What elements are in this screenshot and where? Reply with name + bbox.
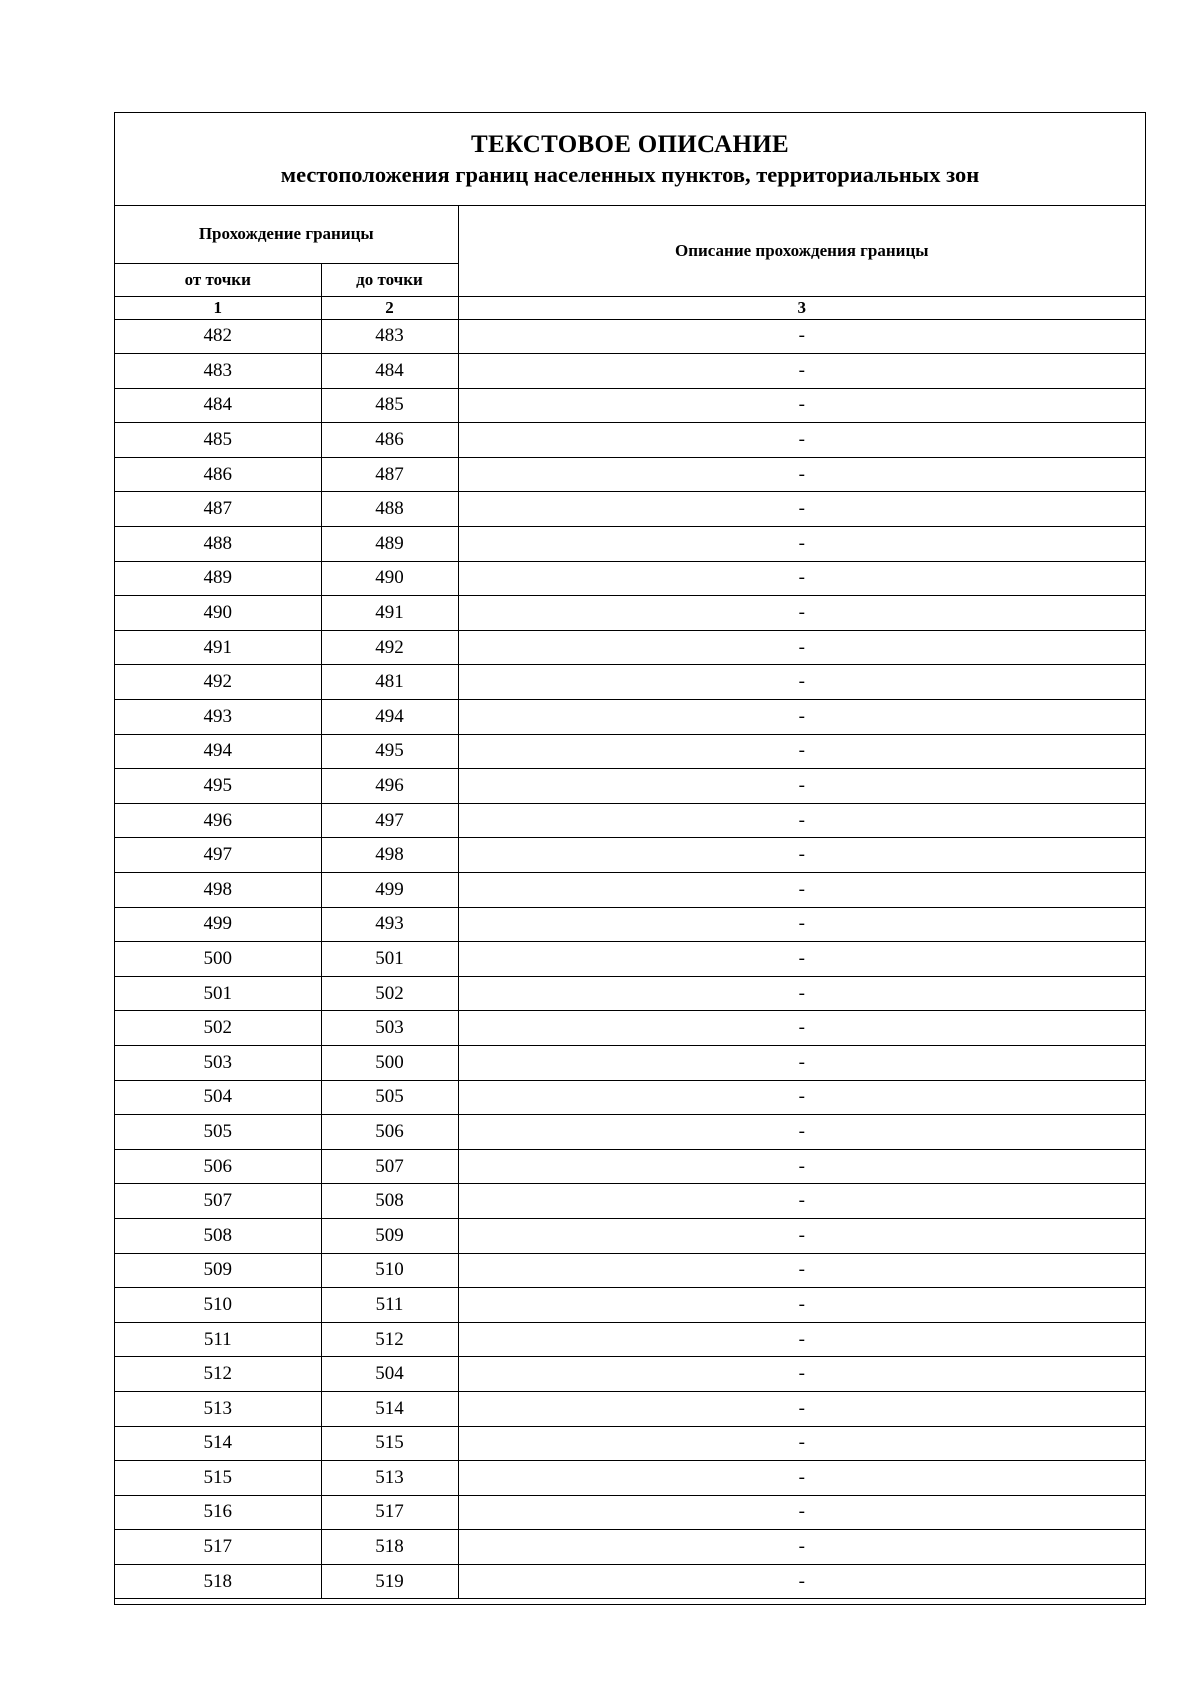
cell-from: 515 bbox=[115, 1461, 321, 1496]
header-col-number-3: 3 bbox=[458, 296, 1145, 319]
cell-from: 508 bbox=[115, 1218, 321, 1253]
cell-description: - bbox=[458, 1218, 1145, 1253]
cell-description: - bbox=[458, 354, 1145, 389]
boundary-table bbox=[115, 206, 1145, 1599]
cell-description: - bbox=[458, 388, 1145, 423]
cell-from: 500 bbox=[115, 942, 321, 977]
document-title: ТЕКСТОВОЕ ОПИСАНИЕ bbox=[471, 131, 789, 158]
cell-to: 488 bbox=[321, 492, 458, 527]
cell-to: 510 bbox=[321, 1253, 458, 1288]
table-row bbox=[115, 942, 1145, 977]
cell-to: 503 bbox=[321, 1011, 458, 1046]
cell-from: 484 bbox=[115, 388, 321, 423]
table-row bbox=[115, 1530, 1145, 1565]
table-row bbox=[115, 1080, 1145, 1115]
cell-description: - bbox=[458, 1288, 1145, 1323]
cell-to: 502 bbox=[321, 976, 458, 1011]
cell-description: - bbox=[458, 1495, 1145, 1530]
header-description: Описание прохождения границы bbox=[458, 206, 1145, 296]
cell-from: 501 bbox=[115, 976, 321, 1011]
cell-description: - bbox=[458, 1391, 1145, 1426]
table-row bbox=[115, 596, 1145, 631]
cell-from: 512 bbox=[115, 1357, 321, 1392]
cell-from: 506 bbox=[115, 1149, 321, 1184]
table-row bbox=[115, 1391, 1145, 1426]
cell-to: 514 bbox=[321, 1391, 458, 1426]
cell-to: 496 bbox=[321, 769, 458, 804]
table-row bbox=[115, 630, 1145, 665]
cell-description: - bbox=[458, 734, 1145, 769]
cell-from: 499 bbox=[115, 907, 321, 942]
title-block bbox=[115, 113, 1145, 206]
cell-to: 508 bbox=[321, 1184, 458, 1219]
cell-description: - bbox=[458, 976, 1145, 1011]
cell-from: 498 bbox=[115, 873, 321, 908]
header-passage: Прохождение границы bbox=[115, 206, 458, 263]
cell-from: 505 bbox=[115, 1115, 321, 1150]
cell-to: 486 bbox=[321, 423, 458, 458]
table-row bbox=[115, 1495, 1145, 1530]
cell-from: 517 bbox=[115, 1530, 321, 1565]
table-row bbox=[115, 354, 1145, 389]
cell-description: - bbox=[458, 596, 1145, 631]
table-row bbox=[115, 1322, 1145, 1357]
cell-description: - bbox=[458, 1115, 1145, 1150]
table-row bbox=[115, 527, 1145, 562]
header-to: до точки bbox=[321, 263, 458, 296]
cell-to: 515 bbox=[321, 1426, 458, 1461]
cell-to: 498 bbox=[321, 838, 458, 873]
cell-to: 491 bbox=[321, 596, 458, 631]
table-row bbox=[115, 319, 1145, 354]
table-row bbox=[115, 700, 1145, 735]
table-row bbox=[115, 457, 1145, 492]
cell-from: 504 bbox=[115, 1080, 321, 1115]
table-row bbox=[115, 803, 1145, 838]
cell-to: 518 bbox=[321, 1530, 458, 1565]
cell-description: - bbox=[458, 803, 1145, 838]
cell-to: 505 bbox=[321, 1080, 458, 1115]
cell-from: 482 bbox=[115, 319, 321, 354]
table-body bbox=[115, 319, 1145, 1599]
cell-description: - bbox=[458, 838, 1145, 873]
cell-description: - bbox=[458, 1149, 1145, 1184]
cell-from: 496 bbox=[115, 803, 321, 838]
cell-description: - bbox=[458, 1080, 1145, 1115]
cell-to: 497 bbox=[321, 803, 458, 838]
table-row bbox=[115, 734, 1145, 769]
cell-to: 519 bbox=[321, 1564, 458, 1599]
cell-to: 485 bbox=[321, 388, 458, 423]
cell-description: - bbox=[458, 1184, 1145, 1219]
cell-description: - bbox=[458, 423, 1145, 458]
cell-from: 494 bbox=[115, 734, 321, 769]
cell-description: - bbox=[458, 700, 1145, 735]
cell-description: - bbox=[458, 457, 1145, 492]
cell-description: - bbox=[458, 1426, 1145, 1461]
table-row bbox=[115, 492, 1145, 527]
cell-from: 491 bbox=[115, 630, 321, 665]
cell-from: 509 bbox=[115, 1253, 321, 1288]
cell-to: 507 bbox=[321, 1149, 458, 1184]
cell-to: 492 bbox=[321, 630, 458, 665]
table-row bbox=[115, 1426, 1145, 1461]
cell-to: 483 bbox=[321, 319, 458, 354]
cell-description: - bbox=[458, 492, 1145, 527]
cell-from: 492 bbox=[115, 665, 321, 700]
table-row bbox=[115, 1461, 1145, 1496]
cell-to: 489 bbox=[321, 527, 458, 562]
cell-from: 490 bbox=[115, 596, 321, 631]
cell-description: - bbox=[458, 1253, 1145, 1288]
document-subtitle: местоположения границ населенных пунктов, территориальных зон bbox=[280, 162, 980, 187]
cell-description: - bbox=[458, 561, 1145, 596]
table-row bbox=[115, 388, 1145, 423]
cell-to: 504 bbox=[321, 1357, 458, 1392]
cell-from: 513 bbox=[115, 1391, 321, 1426]
cell-from: 503 bbox=[115, 1045, 321, 1080]
header-col-number-1: 1 bbox=[115, 296, 321, 319]
cell-description: - bbox=[458, 873, 1145, 908]
cell-from: 483 bbox=[115, 354, 321, 389]
table-row bbox=[115, 1288, 1145, 1323]
header-from: от точки bbox=[115, 263, 321, 296]
cell-description: - bbox=[458, 907, 1145, 942]
cell-to: 490 bbox=[321, 561, 458, 596]
table-row bbox=[115, 1011, 1145, 1046]
cell-from: 495 bbox=[115, 769, 321, 804]
header-col-number-2: 2 bbox=[321, 296, 458, 319]
cell-from: 511 bbox=[115, 1322, 321, 1357]
table-row bbox=[115, 423, 1145, 458]
cell-description: - bbox=[458, 1357, 1145, 1392]
cell-from: 487 bbox=[115, 492, 321, 527]
cell-to: 513 bbox=[321, 1461, 458, 1496]
cell-to: 501 bbox=[321, 942, 458, 977]
table-row bbox=[115, 873, 1145, 908]
document-sheet bbox=[114, 112, 1146, 1605]
cell-description: - bbox=[458, 319, 1145, 354]
table-row bbox=[115, 665, 1145, 700]
bottom-strip bbox=[115, 1599, 1145, 1604]
cell-to: 511 bbox=[321, 1288, 458, 1323]
table-row bbox=[115, 1253, 1145, 1288]
cell-from: 493 bbox=[115, 700, 321, 735]
table-row bbox=[115, 838, 1145, 873]
cell-from: 502 bbox=[115, 1011, 321, 1046]
cell-description: - bbox=[458, 527, 1145, 562]
cell-from: 497 bbox=[115, 838, 321, 873]
table-row bbox=[115, 907, 1145, 942]
table-row bbox=[115, 1115, 1145, 1150]
cell-to: 500 bbox=[321, 1045, 458, 1080]
cell-from: 518 bbox=[115, 1564, 321, 1599]
cell-description: - bbox=[458, 1530, 1145, 1565]
table-row bbox=[115, 1564, 1145, 1599]
cell-to: 495 bbox=[321, 734, 458, 769]
cell-to: 506 bbox=[321, 1115, 458, 1150]
cell-description: - bbox=[458, 1045, 1145, 1080]
cell-from: 510 bbox=[115, 1288, 321, 1323]
cell-to: 481 bbox=[321, 665, 458, 700]
cell-from: 514 bbox=[115, 1426, 321, 1461]
cell-description: - bbox=[458, 630, 1145, 665]
table-row bbox=[115, 1357, 1145, 1392]
cell-from: 507 bbox=[115, 1184, 321, 1219]
table-row bbox=[115, 1149, 1145, 1184]
cell-description: - bbox=[458, 769, 1145, 804]
cell-to: 487 bbox=[321, 457, 458, 492]
cell-to: 509 bbox=[321, 1218, 458, 1253]
cell-description: - bbox=[458, 665, 1145, 700]
cell-from: 516 bbox=[115, 1495, 321, 1530]
table-row bbox=[115, 1045, 1145, 1080]
table-row bbox=[115, 561, 1145, 596]
cell-description: - bbox=[458, 1011, 1145, 1046]
cell-to: 494 bbox=[321, 700, 458, 735]
cell-from: 488 bbox=[115, 527, 321, 562]
cell-description: - bbox=[458, 1564, 1145, 1599]
cell-from: 486 bbox=[115, 457, 321, 492]
table-row bbox=[115, 769, 1145, 804]
cell-from: 485 bbox=[115, 423, 321, 458]
table-row bbox=[115, 1218, 1145, 1253]
table-row bbox=[115, 976, 1145, 1011]
cell-description: - bbox=[458, 942, 1145, 977]
cell-description: - bbox=[458, 1461, 1145, 1496]
cell-to: 484 bbox=[321, 354, 458, 389]
cell-from: 489 bbox=[115, 561, 321, 596]
cell-to: 512 bbox=[321, 1322, 458, 1357]
cell-to: 493 bbox=[321, 907, 458, 942]
cell-description: - bbox=[458, 1322, 1145, 1357]
cell-to: 517 bbox=[321, 1495, 458, 1530]
table-row bbox=[115, 1184, 1145, 1219]
cell-to: 499 bbox=[321, 873, 458, 908]
